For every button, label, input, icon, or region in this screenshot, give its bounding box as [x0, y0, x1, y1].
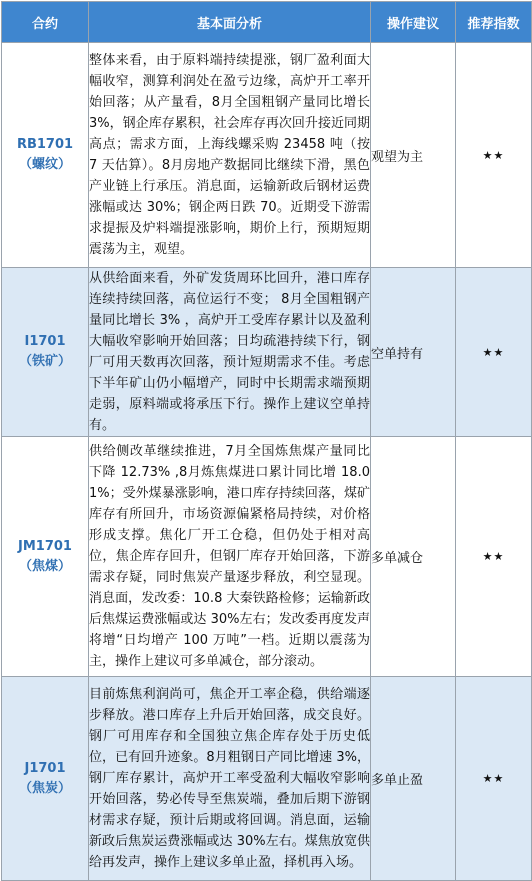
advice-text: 多单减仓: [371, 437, 456, 677]
table-row: [2, 268, 532, 437]
table-row: [2, 43, 532, 268]
rating-stars: ★★: [456, 677, 532, 881]
contract-code: I1701: [24, 334, 66, 349]
contract-cell: [2, 268, 89, 437]
table-row: [2, 677, 532, 881]
contract-name: （焦炭）: [18, 780, 71, 796]
contract-name: （焦煤）: [18, 558, 71, 574]
analysis-text: 整体来看，由于原料端持续提涨，钢厂盈利面大幅收窄，测算利润处在盈亏边缘，高炉开工率开始回落；从产量看，8月全国粗钢产量同比增长 3%，钢企库存累积，社会库存再次回升接近同期高点；需求方面，上海线螺采购 23458 吨（按 7 天估算）。8月房地产数据同比继续下滑，黑色产业链上行承压。消息面，运输新政后钢材运费涨幅或达 30%；钢企两日跌 70。近期受下游需求提振及炉料端提涨影响，期价上行，预期短期震荡为主，观望。: [89, 43, 371, 268]
analysis-text: 供给侧改革继续推进，7月全国炼焦煤产量同比下降 12.73% ,8月炼焦煤进口累计同比增 18.01%；受外煤暴涨影响，港口库存持续回落，煤矿库存有所回升，市场资源偏紧格局持续，对价格形成支撑。焦化厂开工仓稳，但仍处于相对高位，焦企库存回升，但钢厂库存开始回落，下游需求存疑，同时焦炭产量逐步释放，利空显现。消息面，发改委：10.8 大秦铁路检修；运输新政后焦煤运费涨幅或达 30%左右；发改委再度发声 将增“日均增产 100 万吨”一档。近期以震荡为主，操作上建议可多单减仓，部分滚动。: [89, 437, 371, 677]
contract-cell: [2, 677, 89, 881]
advice-text: 空单持有: [371, 268, 456, 437]
contract-code: J1701: [24, 760, 66, 776]
header-contract: 合约: [2, 2, 89, 43]
table-header-row: [2, 2, 532, 43]
header-rating: 推荐指数: [456, 2, 532, 43]
rating-stars: ★★: [456, 43, 532, 268]
header-analysis: 基本面分析: [89, 2, 371, 43]
contract-code: RB1701: [16, 137, 74, 152]
table-row: [2, 437, 532, 677]
header-advice: 操作建议: [371, 2, 456, 43]
contract-name: （铁矿）: [18, 354, 71, 369]
rating-stars: ★★: [456, 437, 532, 677]
contract-code: JM1701: [18, 538, 72, 554]
contract-cell: [2, 437, 89, 677]
rating-stars: ★★: [456, 268, 532, 437]
futures-recommendation-table: [1, 1, 532, 881]
contract-cell: [2, 43, 89, 268]
analysis-text: 从供给面来看，外矿发货周环比回升，港口库存连续持续回落，高位运行不变； 8月全国粗钢产量同比增长 3% ，高炉开工受库存累计以及盈利大幅收窄影响开始回落；日均疏港持续下行，钢厂可用天数再次回落，预计短期需求不佳。考虑下半年矿山仍小幅增产，同时中长期需求端预期走弱，原料端或将承压下行。操作上建议空单持有。: [89, 268, 371, 437]
contract-name: （螺纹）: [18, 157, 71, 172]
advice-text: 观望为主: [371, 43, 456, 268]
advice-text: 多单止盈: [371, 677, 456, 881]
analysis-text: 目前炼焦利润尚可，焦企开工率企稳，供给端逐步释放。港口库存上升后开始回落，成交良好。钢厂可用库存和全国独立焦企库存处于历史低位，已有回升迹象。8月粗钢日产同比增速 3%，钢厂库存累计，高炉开工率受盈利大幅收窄影响开始回落，势必传导至焦炭端，叠加后期下游钢材需求存疑，预计后期或将回调。消息面，运输新政后焦炭运费涨幅或达 30%左右。煤焦放宽供给再发声，操作上建议多单止盈，择机再入场。: [89, 677, 371, 881]
